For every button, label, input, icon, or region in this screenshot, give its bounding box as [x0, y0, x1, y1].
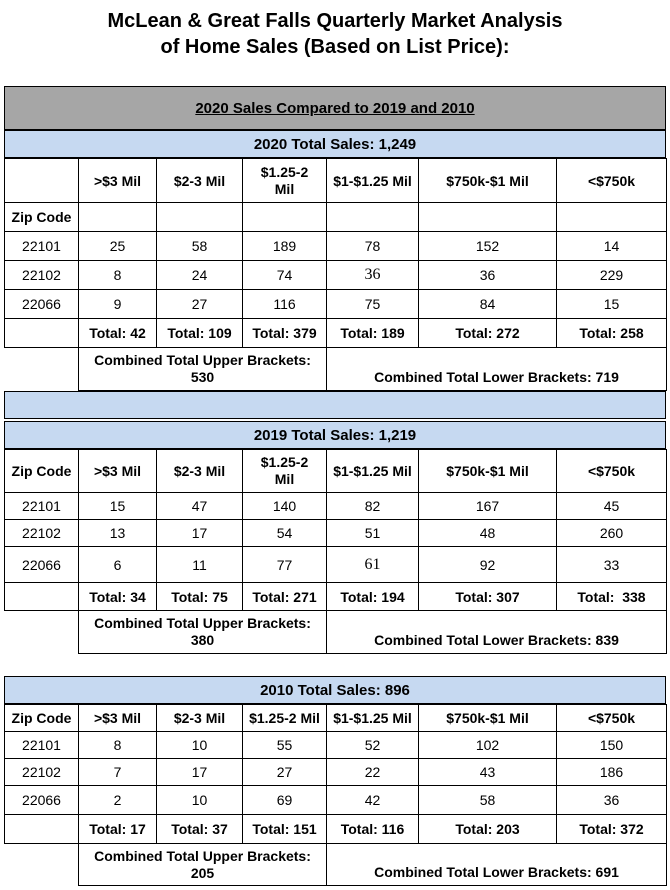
sales-table-2010	[4, 704, 667, 886]
value-cell: 9	[79, 290, 157, 319]
value-cell: 75	[327, 290, 419, 319]
combined-upper-2019	[79, 611, 327, 654]
total-cell: Total: 34	[79, 583, 157, 611]
value-cell: 152	[419, 232, 557, 261]
value-cell: 69	[243, 786, 327, 815]
column-header-row	[5, 450, 667, 493]
total-cell: Total: 272	[419, 319, 557, 348]
value-cell: 77	[243, 547, 327, 583]
col-header-750k-1m: $750k-$1 Mil	[419, 450, 557, 493]
value-cell: 58	[419, 786, 557, 815]
col-header-2-3m: $2-3 Mil	[157, 705, 243, 732]
col-header-1-25-2m	[243, 450, 327, 493]
value-cell: 116	[243, 290, 327, 319]
totals-blank-cell	[5, 815, 79, 844]
col-header-over-3m: >$3 Mil	[79, 450, 157, 493]
value-cell: 15	[79, 493, 157, 520]
zip-cell: 22102	[5, 261, 79, 290]
value-cell: 25	[79, 232, 157, 261]
value-cell: 27	[243, 759, 327, 786]
table-row	[5, 759, 667, 786]
combined-lower-2010: Combined Total Lower Brackets: 691	[327, 844, 667, 886]
total-cell: Total: 203	[419, 815, 557, 844]
value-cell: 36	[557, 786, 667, 815]
col-header-2-3m: $2-3 Mil	[157, 159, 243, 203]
value-cell: 24	[157, 261, 243, 290]
value-cell: 52	[327, 732, 419, 759]
zip-cell: 22101	[5, 732, 79, 759]
table-row	[5, 493, 667, 520]
total-cell: Total: 271	[243, 583, 327, 611]
combined-upper-label: Combined Total Upper Brackets:	[94, 847, 311, 864]
value-cell: 189	[243, 232, 327, 261]
table-row	[5, 520, 667, 547]
col-header-1-25-2m	[243, 159, 327, 203]
combined-upper-value: 380	[190, 632, 215, 648]
zip-code-label: Zip Code	[5, 203, 79, 232]
comparison-header	[4, 86, 666, 130]
value-cell: 8	[79, 732, 157, 759]
col-header-1-25-2m: $1.25-2 Mil	[243, 705, 327, 732]
total-cell: Total: 109	[157, 319, 243, 348]
zip-cell: 22101	[5, 232, 79, 261]
total-cell: Total: 189	[327, 319, 419, 348]
col-header-1-25-2m-line1: $1.25-2	[260, 454, 309, 470]
value-cell: 10	[157, 786, 243, 815]
col-header-1-25-2m-line1: $1.25-2	[260, 163, 309, 180]
zip-code-label: Zip Code	[5, 705, 79, 732]
total-cell: Total: 151	[243, 815, 327, 844]
value-cell: 260	[557, 520, 667, 547]
value-cell: 229	[557, 261, 667, 290]
title-line-1: McLean & Great Falls Quarterly Market Analysis	[107, 10, 563, 32]
col-header-under-750k: <$750k	[557, 705, 667, 732]
zip-cell: 22102	[5, 759, 79, 786]
total-cell: Total: 17	[79, 815, 157, 844]
value-cell: 84	[419, 290, 557, 319]
value-cell: 8	[79, 261, 157, 290]
total-cell: Total: 116	[327, 815, 419, 844]
total-cell: Total: 37	[157, 815, 243, 844]
table-row	[5, 232, 667, 261]
value-cell: 58	[157, 232, 243, 261]
total-cell: Total: 307	[419, 583, 557, 611]
value-cell: 102	[419, 732, 557, 759]
value-cell: 15	[557, 290, 667, 319]
combined-lower-2020: Combined Total Lower Brackets: 719	[327, 348, 667, 391]
value-cell: 61	[327, 547, 419, 583]
document-title	[0, 8, 670, 60]
col-header-over-3m: >$3 Mil	[79, 159, 157, 203]
table-row	[5, 732, 667, 759]
value-cell: 43	[419, 759, 557, 786]
col-header-under-750k: <$750k	[557, 159, 667, 203]
col-header-1-1-25m: $1-$1.25 Mil	[327, 159, 419, 203]
totals-blank-cell	[5, 319, 79, 348]
value-cell: 11	[157, 547, 243, 583]
value-cell: 36	[327, 261, 419, 290]
zip-cell: 22102	[5, 520, 79, 547]
zip-cell: 22066	[5, 290, 79, 319]
col-header-1-25-2m-line2: Mil	[274, 471, 295, 487]
combined-upper-2010	[79, 844, 327, 886]
value-cell: 186	[557, 759, 667, 786]
value-cell: 55	[243, 732, 327, 759]
value-cell: 6	[79, 547, 157, 583]
total-sales-2019: 2019 Total Sales: 1,219	[4, 421, 666, 449]
total-cell: Total: 372	[557, 815, 667, 844]
value-cell: 82	[327, 493, 419, 520]
section-divider	[4, 391, 666, 419]
zip-cell: 22066	[5, 786, 79, 815]
combined-totals-row	[5, 348, 667, 391]
table-row	[5, 547, 667, 583]
combined-upper-label: Combined Total Upper Brackets:	[94, 615, 311, 631]
combined-upper-2020	[79, 348, 327, 391]
title-line-2: of Home Sales (Based on List Price):	[160, 36, 510, 58]
value-cell: 22	[327, 759, 419, 786]
value-cell: 7	[79, 759, 157, 786]
total-cell: Total: 338	[557, 583, 667, 611]
value-cell: 14	[557, 232, 667, 261]
total-sales-2010: 2010 Total Sales: 896	[4, 676, 666, 704]
value-cell: 47	[157, 493, 243, 520]
total-sales-2020: 2020 Total Sales: 1,249	[4, 130, 666, 158]
col-header-750k-1m: $750k-$1 Mil	[419, 705, 557, 732]
value-cell: 92	[419, 547, 557, 583]
value-cell: 45	[557, 493, 667, 520]
column-header-row	[5, 705, 667, 732]
header-blank-cell	[5, 159, 79, 203]
table-row	[5, 290, 667, 319]
section-2019	[4, 421, 666, 654]
value-cell: 74	[243, 261, 327, 290]
value-cell: 27	[157, 290, 243, 319]
value-cell: 17	[157, 759, 243, 786]
combined-totals-row	[5, 844, 667, 886]
value-cell: 36	[419, 261, 557, 290]
combined-lower-2019: Combined Total Lower Brackets: 839	[327, 611, 667, 654]
value-cell: 150	[557, 732, 667, 759]
value-cell: 140	[243, 493, 327, 520]
col-header-2-3m: $2-3 Mil	[157, 450, 243, 493]
value-cell: 42	[327, 786, 419, 815]
value-cell: 2	[79, 786, 157, 815]
total-cell: Total: 42	[79, 319, 157, 348]
total-cell: Total: 194	[327, 583, 419, 611]
total-cell: Total: 379	[243, 319, 327, 348]
col-header-over-3m: >$3 Mil	[79, 705, 157, 732]
value-cell: 78	[327, 232, 419, 261]
section-2010	[4, 676, 666, 886]
column-header-row	[5, 159, 667, 203]
totals-row	[5, 815, 667, 844]
totals-blank-cell	[5, 583, 79, 611]
total-cell: Total: 75	[157, 583, 243, 611]
sales-table-2019	[4, 449, 667, 654]
zip-code-label: Zip Code	[5, 450, 79, 493]
zip-cell: 22101	[5, 493, 79, 520]
combined-upper-value: 530	[190, 369, 215, 385]
value-cell: 10	[157, 732, 243, 759]
col-header-1-25-2m-line2: Mil	[274, 180, 295, 197]
total-cell: Total: 258	[557, 319, 667, 348]
sales-table-2020	[4, 158, 667, 391]
totals-row	[5, 583, 667, 611]
value-cell: 48	[419, 520, 557, 547]
comparison-header-text: 2020 Sales Compared to 2019 and 2010	[195, 99, 475, 117]
col-header-under-750k: <$750k	[557, 450, 667, 493]
combined-upper-value: 205	[190, 864, 215, 881]
value-cell: 51	[327, 520, 419, 547]
table-row	[5, 786, 667, 815]
totals-row	[5, 319, 667, 348]
value-cell: 54	[243, 520, 327, 547]
combined-totals-row	[5, 611, 667, 654]
combined-upper-label: Combined Total Upper Brackets:	[94, 352, 311, 368]
section-2020	[4, 86, 666, 419]
value-cell: 33	[557, 547, 667, 583]
table-row	[5, 261, 667, 290]
value-cell: 167	[419, 493, 557, 520]
zip-cell: 22066	[5, 547, 79, 583]
col-header-750k-1m: $750k-$1 Mil	[419, 159, 557, 203]
col-header-1-1-25m: $1-$1.25 Mil	[327, 450, 419, 493]
value-cell: 13	[79, 520, 157, 547]
zip-code-label-row	[5, 203, 667, 232]
col-header-1-1-25m: $1-$1.25 Mil	[327, 705, 419, 732]
value-cell: 17	[157, 520, 243, 547]
